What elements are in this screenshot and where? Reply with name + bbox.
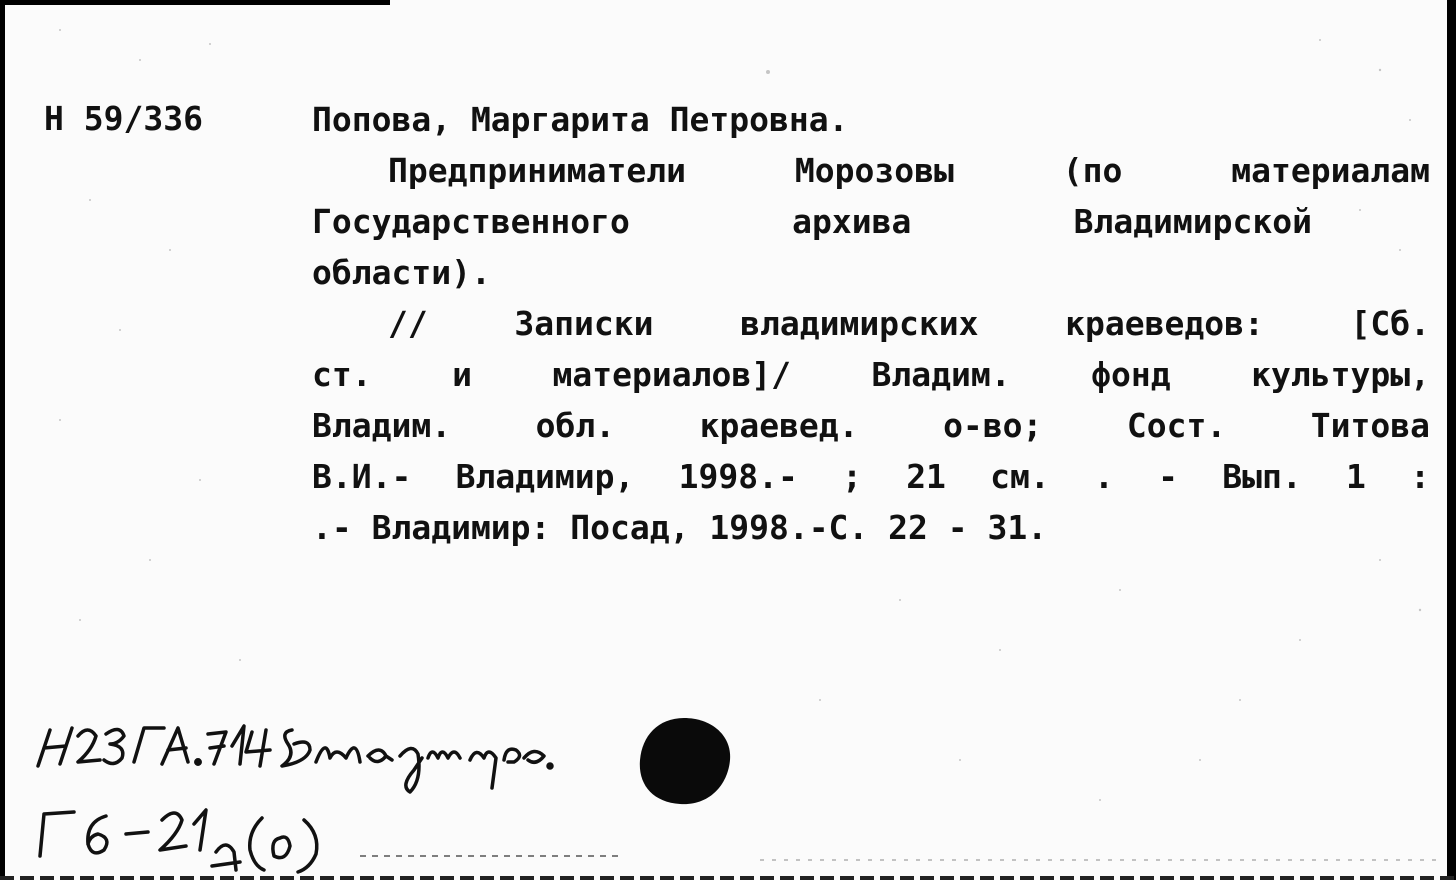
word: ст. [312,355,372,394]
card-left-edge [0,0,5,880]
word: 1 [1345,457,1366,496]
title-line-1 [312,145,1430,196]
word: ; [842,457,862,496]
word: материалам [1231,151,1430,190]
card-top-edge [0,0,390,5]
call-number: Н 59/336 [44,99,203,138]
word: // [388,304,428,343]
title-line-2 [312,196,1312,247]
word: Записки [514,304,654,343]
word: фонд [1091,355,1171,394]
word: материалов]/ [552,355,791,394]
word: Морозовы [794,151,954,190]
word: Владим. [871,355,1011,394]
word: 21 [906,457,946,496]
word: Сост. [1126,406,1227,445]
word: - [1158,457,1178,496]
word: Владим. [312,406,452,445]
source-line-3 [312,400,1430,451]
word: : [1410,457,1430,496]
card-bottom-edge [0,876,1456,880]
word: о-во; [943,406,1043,445]
word: см. [990,457,1050,496]
card-right-edge [1447,0,1456,880]
source-line-1 [312,298,1430,349]
word: культуры, [1251,355,1430,394]
word: обл. [535,406,616,445]
word: . [1094,457,1114,496]
word: Предприниматели [388,151,687,190]
word: краевед. [699,406,859,445]
word: Вып. [1222,457,1302,496]
word: краеведов: [1065,304,1264,343]
word: В.И.- [312,457,412,496]
source-line-4 [312,451,1430,502]
bibliographic-entry [312,94,1430,553]
word: Владимир, [455,457,635,496]
word: Владимирской [1073,202,1312,241]
word: архива [792,202,912,241]
word: Титова [1310,406,1430,445]
author-heading: Попова, Маргарита Петровна. [312,100,849,139]
word: и [452,355,473,394]
ink-blot [634,714,734,810]
source-line-5 [312,502,1430,553]
title-line-3 [312,247,1430,298]
word: (по [1062,151,1123,190]
word: владимирских [740,304,979,343]
word: области). [312,253,491,292]
word: [Сб. [1350,304,1430,343]
word: .- Владимир: Посад, 1998.-С. 22 - 31. [312,508,1048,547]
source-line-2 [312,349,1430,400]
word: Государственного [312,202,630,241]
word: 1998.- [678,457,798,496]
